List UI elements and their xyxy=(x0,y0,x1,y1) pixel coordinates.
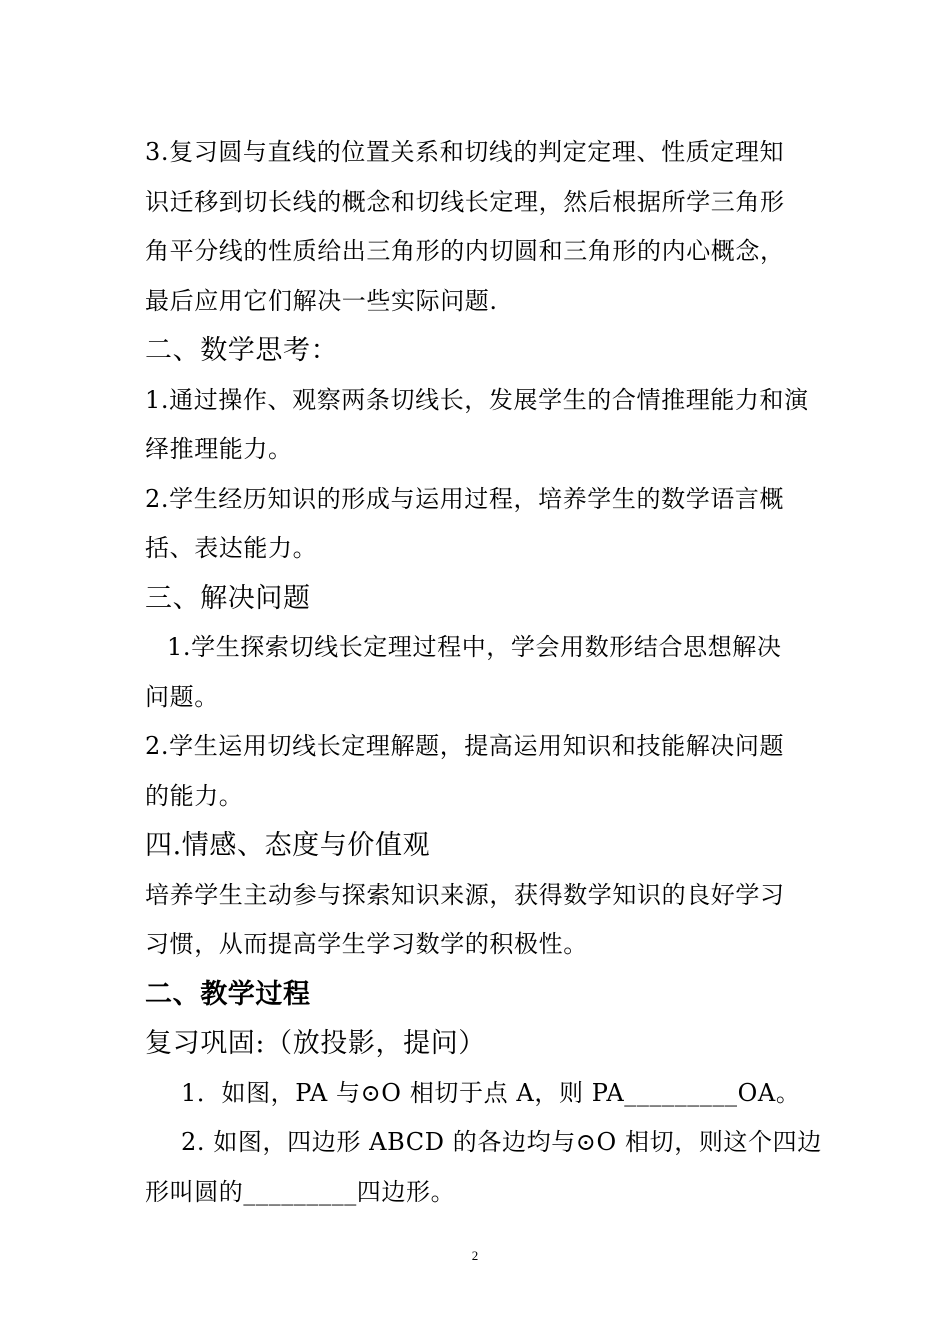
text-line: 1.通过操作、观察两条切线长，发展学生的合情推理能力和演 xyxy=(145,385,809,414)
text-line: 培养学生主动参与探索知识来源，获得数学知识的良好学习 xyxy=(145,880,785,909)
question-2 xyxy=(145,1118,822,1217)
page-content xyxy=(145,128,822,1217)
paragraph-thinking-2 xyxy=(145,475,815,574)
heading-problem-solving: 三、解决问题 xyxy=(145,582,311,614)
text-line: 角平分线的性质给出三角形的内切圆和三角形的内心概念， xyxy=(145,237,785,265)
text-line: 最后应用它们解决一些实际问题. xyxy=(145,286,498,315)
heading-teaching-process: 二、教学过程 xyxy=(145,978,311,1010)
text-line: 括、表达能力。 xyxy=(145,534,318,562)
text-line: 2.学生经历知识的形成与运用过程，培养学生的数学语言概 xyxy=(145,484,785,513)
text-line: 习惯，从而提高学生学习数学的积极性。 xyxy=(145,930,588,958)
text-line: 绎推理能力。 xyxy=(145,435,293,463)
text-line: 3.复习圆与直线的位置关系和切线的判定定理、性质定理知 xyxy=(145,138,785,166)
paragraph-review-objective xyxy=(145,128,815,326)
heading-review-consolidation: 复习巩固:（放投影，提问） xyxy=(145,1028,486,1059)
text-line: 形叫圆的_________四边形。 xyxy=(145,1177,456,1206)
text-line: 识迁移到切长线的概念和切线长定理，然后根据所学三角形 xyxy=(145,187,785,216)
question-1 xyxy=(145,1069,815,1119)
text-line: 的能力。 xyxy=(145,781,244,810)
paragraph-solving-2 xyxy=(145,722,815,821)
text-line: 问题。 xyxy=(145,682,219,711)
page-number: 2 xyxy=(471,1248,479,1263)
paragraph-emotion xyxy=(145,871,815,970)
text-line: 1．如图，PA 与⊙O 相切于点 A，则 PA_________OA。 xyxy=(181,1078,801,1107)
heading-math-thinking: 二、数学思考： xyxy=(145,335,339,366)
text-line: 1.学生探索切线长定理过程中，学会用数形结合思想解决 xyxy=(167,633,782,661)
text-line: 2. 如图，四边形 ABCD 的各边均与⊙O 相切，则这个四边 xyxy=(181,1128,822,1156)
paragraph-solving-1 xyxy=(145,623,815,722)
text-line: 2.学生运用切线长定理解题，提高运用知识和技能解决问题 xyxy=(145,732,785,760)
paragraph-thinking-1 xyxy=(145,376,815,475)
heading-emotion-attitude-values: 四.情感、态度与价值观 xyxy=(145,830,431,861)
